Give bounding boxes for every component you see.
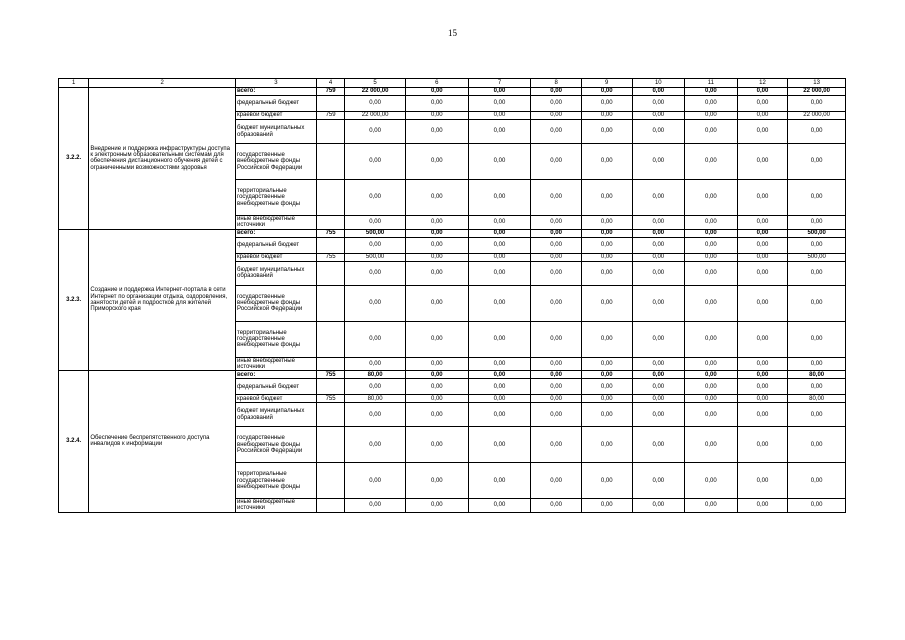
grbs-code — [316, 499, 344, 513]
amount-cell: 0,00 — [405, 88, 468, 96]
amount-cell: 0,00 — [531, 144, 582, 180]
amount-cell: 0,00 — [405, 403, 468, 427]
amount-cell: 0,00 — [468, 180, 531, 216]
amount-cell: 0,00 — [581, 112, 632, 120]
amount-cell: 0,00 — [685, 253, 738, 261]
grbs-code — [316, 261, 344, 285]
amount-cell: 80,00 — [788, 371, 846, 379]
amount-cell: 22 000,00 — [345, 88, 406, 96]
amount-cell: 0,00 — [632, 120, 685, 144]
amount-cell: 0,00 — [405, 216, 468, 230]
amount-cell: 0,00 — [531, 357, 582, 371]
amount-cell: 0,00 — [405, 395, 468, 403]
funding-source: бюджет муниципальных образований — [236, 120, 317, 144]
amount-cell: 0,00 — [737, 229, 788, 237]
amount-cell: 0,00 — [737, 144, 788, 180]
amount-cell: 0,00 — [468, 427, 531, 463]
measure-name: Создание и поддержка Интернет-портала в сети Интернет по организации отдыха, оздоровления, занятости детей и подростков для жителей Приморского края — [89, 229, 236, 371]
amount-cell: 0,00 — [788, 499, 846, 513]
amount-cell: 0,00 — [468, 120, 531, 144]
amount-cell: 0,00 — [581, 180, 632, 216]
amount-cell: 0,00 — [737, 88, 788, 96]
amount-cell: 0,00 — [345, 120, 406, 144]
amount-cell: 0,00 — [468, 395, 531, 403]
amount-cell: 0,00 — [737, 321, 788, 357]
amount-cell: 0,00 — [345, 427, 406, 463]
measure-name: Обеспечение беспрепятственного доступа инвалидов к информации — [89, 371, 236, 513]
grbs-code — [316, 321, 344, 357]
header-cell: 9 — [581, 79, 632, 88]
amount-cell: 0,00 — [632, 237, 685, 253]
page-number: 15 — [448, 28, 457, 38]
amount-cell: 0,00 — [468, 253, 531, 261]
amount-cell: 0,00 — [581, 88, 632, 96]
amount-cell: 0,00 — [632, 463, 685, 499]
amount-cell: 0,00 — [685, 144, 738, 180]
grbs-code — [316, 180, 344, 216]
amount-cell: 0,00 — [685, 403, 738, 427]
funding-source: всего: — [236, 88, 317, 96]
amount-cell: 0,00 — [405, 253, 468, 261]
amount-cell: 0,00 — [531, 261, 582, 285]
funding-source: федеральный бюджет — [236, 379, 317, 395]
amount-cell: 0,00 — [632, 88, 685, 96]
amount-cell: 0,00 — [788, 144, 846, 180]
amount-cell: 0,00 — [345, 180, 406, 216]
amount-cell: 0,00 — [531, 427, 582, 463]
amount-cell: 0,00 — [345, 463, 406, 499]
amount-cell: 0,00 — [685, 379, 738, 395]
header-row — [59, 79, 846, 88]
grbs-code: 755 — [316, 371, 344, 379]
funding-source: иные внебюджетные источники — [236, 499, 317, 513]
funding-source: бюджет муниципальных образований — [236, 403, 317, 427]
funding-source: краевой бюджет — [236, 395, 317, 403]
amount-cell: 0,00 — [737, 261, 788, 285]
amount-cell: 0,00 — [788, 120, 846, 144]
amount-cell: 0,00 — [531, 499, 582, 513]
amount-cell: 0,00 — [788, 285, 846, 321]
amount-cell: 0,00 — [581, 371, 632, 379]
amount-cell: 0,00 — [737, 371, 788, 379]
amount-cell: 0,00 — [788, 379, 846, 395]
amount-cell: 0,00 — [531, 237, 582, 253]
budget-table — [58, 78, 846, 513]
total-row — [59, 88, 846, 96]
amount-cell: 0,00 — [685, 180, 738, 216]
amount-cell: 0,00 — [405, 112, 468, 120]
amount-cell: 0,00 — [468, 403, 531, 427]
amount-cell: 0,00 — [345, 357, 406, 371]
amount-cell: 0,00 — [632, 216, 685, 230]
funding-source: государственные внебюджетные фонды Российской Федерации — [236, 285, 317, 321]
amount-cell: 0,00 — [468, 321, 531, 357]
funding-source: территориальные государственные внебюджетные фонды — [236, 463, 317, 499]
grbs-code: 755 — [316, 395, 344, 403]
grbs-code — [316, 144, 344, 180]
amount-cell: 0,00 — [685, 88, 738, 96]
amount-cell: 0,00 — [581, 261, 632, 285]
header-cell: 3 — [236, 79, 317, 88]
amount-cell: 0,00 — [468, 237, 531, 253]
amount-cell: 0,00 — [531, 463, 582, 499]
measure-code: 3.2.2. — [59, 88, 89, 230]
amount-cell: 0,00 — [581, 379, 632, 395]
grbs-code: 755 — [316, 229, 344, 237]
amount-cell: 0,00 — [531, 371, 582, 379]
amount-cell: 0,00 — [405, 463, 468, 499]
amount-cell: 0,00 — [468, 144, 531, 180]
amount-cell: 0,00 — [581, 395, 632, 403]
amount-cell: 0,00 — [737, 96, 788, 112]
amount-cell: 0,00 — [581, 463, 632, 499]
amount-cell: 0,00 — [405, 237, 468, 253]
amount-cell: 0,00 — [345, 321, 406, 357]
amount-cell: 0,00 — [737, 499, 788, 513]
grbs-code — [316, 357, 344, 371]
funding-source: федеральный бюджет — [236, 237, 317, 253]
amount-cell: 0,00 — [632, 403, 685, 427]
amount-cell: 0,00 — [531, 88, 582, 96]
table-body — [59, 79, 846, 513]
amount-cell: 0,00 — [405, 180, 468, 216]
header-cell: 6 — [405, 79, 468, 88]
header-cell: 13 — [788, 79, 846, 88]
amount-cell: 0,00 — [405, 261, 468, 285]
amount-cell: 0,00 — [405, 96, 468, 112]
amount-cell: 0,00 — [685, 427, 738, 463]
funding-source: краевой бюджет — [236, 253, 317, 261]
amount-cell: 0,00 — [581, 253, 632, 261]
funding-source: территориальные государственные внебюджетные фонды — [236, 180, 317, 216]
amount-cell: 500,00 — [345, 229, 406, 237]
header-cell: 12 — [737, 79, 788, 88]
amount-cell: 0,00 — [468, 285, 531, 321]
amount-cell: 0,00 — [632, 427, 685, 463]
amount-cell: 0,00 — [632, 395, 685, 403]
total-row — [59, 371, 846, 379]
amount-cell: 0,00 — [531, 321, 582, 357]
amount-cell: 0,00 — [581, 216, 632, 230]
amount-cell: 0,00 — [737, 120, 788, 144]
amount-cell: 0,00 — [788, 180, 846, 216]
amount-cell: 0,00 — [788, 427, 846, 463]
funding-source: территориальные государственные внебюджетные фонды — [236, 321, 317, 357]
amount-cell: 0,00 — [632, 371, 685, 379]
amount-cell: 0,00 — [468, 371, 531, 379]
amount-cell: 0,00 — [345, 261, 406, 285]
amount-cell: 0,00 — [405, 371, 468, 379]
amount-cell: 0,00 — [632, 261, 685, 285]
amount-cell: 0,00 — [737, 395, 788, 403]
amount-cell: 0,00 — [685, 463, 738, 499]
amount-cell: 22 000,00 — [788, 88, 846, 96]
funding-source: иные внебюджетные источники — [236, 357, 317, 371]
amount-cell: 0,00 — [737, 112, 788, 120]
grbs-code: 755 — [316, 253, 344, 261]
amount-cell: 0,00 — [685, 96, 738, 112]
amount-cell: 0,00 — [581, 144, 632, 180]
amount-cell: 0,00 — [685, 357, 738, 371]
amount-cell: 0,00 — [685, 237, 738, 253]
amount-cell: 0,00 — [405, 229, 468, 237]
amount-cell: 0,00 — [685, 285, 738, 321]
amount-cell: 0,00 — [468, 88, 531, 96]
grbs-code — [316, 120, 344, 144]
amount-cell: 0,00 — [345, 237, 406, 253]
amount-cell: 0,00 — [531, 403, 582, 427]
amount-cell: 0,00 — [685, 112, 738, 120]
amount-cell: 0,00 — [737, 403, 788, 427]
amount-cell: 0,00 — [632, 253, 685, 261]
amount-cell: 0,00 — [737, 463, 788, 499]
amount-cell: 0,00 — [581, 229, 632, 237]
amount-cell: 0,00 — [531, 112, 582, 120]
funding-source: бюджет муниципальных образований — [236, 261, 317, 285]
header-cell: 5 — [345, 79, 406, 88]
amount-cell: 0,00 — [737, 253, 788, 261]
amount-cell: 0,00 — [737, 180, 788, 216]
amount-cell: 0,00 — [405, 499, 468, 513]
amount-cell: 0,00 — [405, 321, 468, 357]
amount-cell: 0,00 — [531, 285, 582, 321]
amount-cell: 0,00 — [737, 216, 788, 230]
amount-cell: 0,00 — [581, 96, 632, 112]
funding-source: всего: — [236, 371, 317, 379]
amount-cell: 0,00 — [531, 395, 582, 403]
amount-cell: 0,00 — [531, 216, 582, 230]
amount-cell: 0,00 — [737, 427, 788, 463]
amount-cell: 0,00 — [632, 96, 685, 112]
amount-cell: 0,00 — [345, 96, 406, 112]
amount-cell: 0,00 — [737, 285, 788, 321]
amount-cell: 0,00 — [405, 285, 468, 321]
funding-source: всего: — [236, 229, 317, 237]
amount-cell: 0,00 — [632, 321, 685, 357]
amount-cell: 22 000,00 — [345, 112, 406, 120]
amount-cell: 0,00 — [531, 120, 582, 144]
grbs-code — [316, 403, 344, 427]
amount-cell: 0,00 — [345, 285, 406, 321]
amount-cell: 0,00 — [405, 427, 468, 463]
amount-cell: 80,00 — [788, 395, 846, 403]
grbs-code — [316, 96, 344, 112]
amount-cell: 0,00 — [685, 120, 738, 144]
amount-cell: 0,00 — [632, 229, 685, 237]
amount-cell: 0,00 — [632, 144, 685, 180]
amount-cell: 0,00 — [531, 96, 582, 112]
amount-cell: 0,00 — [737, 237, 788, 253]
amount-cell: 22 000,00 — [788, 112, 846, 120]
header-cell: 4 — [316, 79, 344, 88]
header-cell: 2 — [89, 79, 236, 88]
amount-cell: 0,00 — [468, 216, 531, 230]
funding-source: иные внебюджетные источники — [236, 216, 317, 230]
amount-cell: 0,00 — [468, 463, 531, 499]
header-cell: 1 — [59, 79, 89, 88]
amount-cell: 0,00 — [685, 216, 738, 230]
amount-cell: 0,00 — [685, 321, 738, 357]
amount-cell: 500,00 — [788, 253, 846, 261]
measure-code: 3.2.4. — [59, 371, 89, 513]
grbs-code — [316, 216, 344, 230]
amount-cell: 0,00 — [468, 357, 531, 371]
header-cell: 10 — [632, 79, 685, 88]
grbs-code — [316, 463, 344, 499]
amount-cell: 0,00 — [685, 371, 738, 379]
amount-cell: 0,00 — [632, 357, 685, 371]
amount-cell: 0,00 — [788, 96, 846, 112]
amount-cell: 0,00 — [737, 357, 788, 371]
amount-cell: 0,00 — [685, 229, 738, 237]
amount-cell: 0,00 — [685, 499, 738, 513]
measure-code: 3.2.3. — [59, 229, 89, 371]
amount-cell: 0,00 — [685, 395, 738, 403]
amount-cell: 0,00 — [788, 216, 846, 230]
grbs-code: 759 — [316, 112, 344, 120]
measure-name: Внедрение и поддержка инфраструктуры доступа к электронным образовательным системам для обеспечения дистанционного обучения детей с ограниченными возможностями здоровья — [89, 88, 236, 230]
amount-cell: 0,00 — [468, 499, 531, 513]
grbs-code — [316, 285, 344, 321]
total-row — [59, 229, 846, 237]
amount-cell: 0,00 — [737, 379, 788, 395]
amount-cell: 0,00 — [345, 499, 406, 513]
amount-cell: 0,00 — [581, 321, 632, 357]
amount-cell: 0,00 — [581, 357, 632, 371]
amount-cell: 0,00 — [405, 144, 468, 180]
amount-cell: 0,00 — [345, 216, 406, 230]
amount-cell: 0,00 — [788, 357, 846, 371]
amount-cell: 0,00 — [468, 261, 531, 285]
amount-cell: 0,00 — [531, 253, 582, 261]
amount-cell: 0,00 — [345, 144, 406, 180]
amount-cell: 0,00 — [345, 403, 406, 427]
funding-source: государственные внебюджетные фонды Российской Федерации — [236, 427, 317, 463]
amount-cell: 80,00 — [345, 395, 406, 403]
header-cell: 7 — [468, 79, 531, 88]
amount-cell: 0,00 — [632, 112, 685, 120]
funding-source: государственные внебюджетные фонды Российской Федерации — [236, 144, 317, 180]
amount-cell: 0,00 — [788, 321, 846, 357]
funding-source: краевой бюджет — [236, 112, 317, 120]
grbs-code — [316, 237, 344, 253]
amount-cell: 0,00 — [531, 180, 582, 216]
amount-cell: 0,00 — [788, 261, 846, 285]
amount-cell: 0,00 — [581, 427, 632, 463]
amount-cell: 0,00 — [581, 237, 632, 253]
amount-cell: 0,00 — [581, 403, 632, 427]
amount-cell: 0,00 — [788, 237, 846, 253]
header-cell: 8 — [531, 79, 582, 88]
amount-cell: 0,00 — [581, 499, 632, 513]
amount-cell: 500,00 — [345, 253, 406, 261]
amount-cell: 0,00 — [632, 499, 685, 513]
amount-cell: 0,00 — [405, 120, 468, 144]
amount-cell: 0,00 — [632, 285, 685, 321]
amount-cell: 0,00 — [581, 285, 632, 321]
amount-cell: 0,00 — [345, 379, 406, 395]
amount-cell: 0,00 — [531, 229, 582, 237]
amount-cell: 0,00 — [788, 463, 846, 499]
amount-cell: 0,00 — [685, 261, 738, 285]
amount-cell: 0,00 — [405, 357, 468, 371]
amount-cell: 0,00 — [632, 180, 685, 216]
funding-source: федеральный бюджет — [236, 96, 317, 112]
amount-cell: 0,00 — [581, 120, 632, 144]
amount-cell: 0,00 — [468, 229, 531, 237]
grbs-code: 759 — [316, 88, 344, 96]
amount-cell: 0,00 — [405, 379, 468, 395]
amount-cell: 0,00 — [632, 379, 685, 395]
amount-cell: 0,00 — [531, 379, 582, 395]
amount-cell: 0,00 — [468, 379, 531, 395]
amount-cell: 0,00 — [468, 96, 531, 112]
amount-cell: 500,00 — [788, 229, 846, 237]
amount-cell: 0,00 — [788, 403, 846, 427]
amount-cell: 0,00 — [468, 112, 531, 120]
header-cell: 11 — [685, 79, 738, 88]
grbs-code — [316, 379, 344, 395]
amount-cell: 80,00 — [345, 371, 406, 379]
grbs-code — [316, 427, 344, 463]
